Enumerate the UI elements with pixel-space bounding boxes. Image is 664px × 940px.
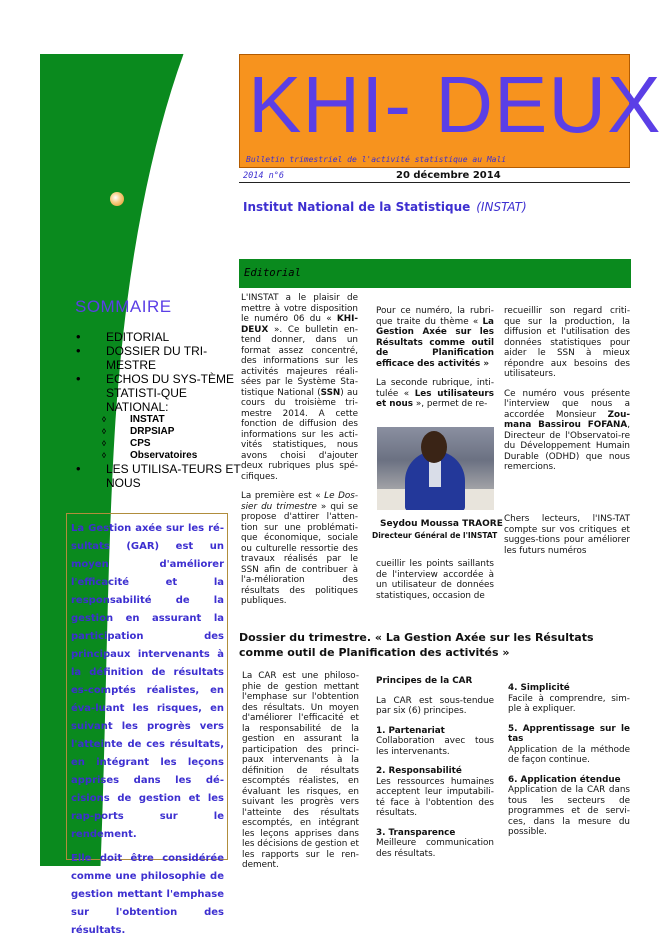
masthead-title: KHI- DEUX bbox=[248, 60, 662, 149]
editorial-paragraph: recueillir son regard criti-que sur la production, la diffusion et l'utilisation des données statistiques pour aider le SSN à mieux répondre aux besoins des utilisateurs. bbox=[504, 306, 630, 379]
masthead-subtitle: Bulletin trimestriel de l'activité statistique au Mali bbox=[246, 155, 507, 164]
issue-number: 2014 n°6 bbox=[243, 171, 284, 181]
editorial-column-2-continued bbox=[376, 559, 494, 610]
director-photo bbox=[377, 427, 494, 510]
principle-item: 6. Application étendue Application de la CAR dans tous les secteurs de programmes et de servi-ces, dans la mesure du possible. bbox=[508, 774, 630, 837]
gar-paragraph: La Gestion axée sur les ré-sultats (GAR) est un moyen d'améliorer l'efficacité et la responsabilité de la gestion en assurant la participation des principaux intervenants à la définition de résultats es-comptés réalistes, en éva-luant les risques, en suivant les progrès vers l'atteinte de ces résultats, en intégrant les leçons apprises dans les dé-cisions de gestion et les rap-ports sur le rendement. bbox=[71, 523, 224, 840]
sommaire-subitem[interactable]: ◊ Observatoires bbox=[72, 450, 242, 462]
editorial-paragraph: cueillir les points saillants de l'interview accordée à un utilisateur de données statistiques, occasion de bbox=[376, 559, 494, 601]
sommaire-item[interactable]: • DOSSIER DU TRI-MESTRE bbox=[72, 344, 242, 372]
principle-item: 1. Partenariat Collaboration avec tous les intervenants. bbox=[376, 725, 494, 757]
sommaire-subitem[interactable]: ◊ DRPSIAP bbox=[72, 426, 242, 438]
editorial-paragraph: L'INSTAT a le plaisir de mettre à votre disposition le numéro 06 du « KHI-DEUX ». Ce bulletin en-tend donner, dans un format assez concentré, des informations sur les activités majeures réali-sées par le Système Sta-tistique National (SSN) au cours du troisième tri-mestre 2014. A cette fonction de diffusion des informations sur les acti-vités statistiques, nous avons choisi d'ajouter deux rubriques plus spé-cifiques. bbox=[241, 293, 359, 482]
institute-full-name: Institut National de la Statistique bbox=[243, 200, 471, 214]
editorial-banner bbox=[239, 259, 631, 288]
editorial-label: Editorial bbox=[244, 267, 301, 279]
institute-abbr: (INSTAT) bbox=[476, 200, 527, 214]
photo-caption-title: Directeur Général de l'INSTAT bbox=[372, 531, 498, 540]
sommaire-item[interactable]: • LES UTILISA-TEURS ET NOUS bbox=[72, 462, 242, 490]
editorial-paragraph: Pour ce numéro, la rubri-que traite du thème « La Gestion Axée sur les Résultats comme outil de Planification efficace des activités » bbox=[376, 306, 494, 369]
masthead bbox=[239, 54, 662, 168]
editorial-column-1 bbox=[241, 293, 358, 616]
editorial-column-3 bbox=[504, 306, 630, 482]
principle-item: 2. Responsabilité Les ressources humaines acceptent leur imputabili-té face à l'obtention des résultats. bbox=[376, 766, 494, 818]
dossier-column-3 bbox=[508, 683, 630, 847]
institute-name bbox=[243, 200, 527, 214]
principles-title: Principes de la CAR bbox=[376, 676, 473, 686]
gar-definition-box bbox=[66, 513, 228, 936]
light-bulb-icon bbox=[110, 192, 124, 206]
editorial-paragraph: Chers lecteurs, l'INS-TAT compte sur vos critiques et sugges-tions pour améliorer les futurs numéros bbox=[504, 514, 630, 556]
sommaire-title: SOMMAIRE bbox=[75, 297, 172, 316]
dossier-heading: Dossier du trimestre. « La Gestion Axée sur les Résultats comme outil de Planification des activités » bbox=[239, 631, 594, 659]
issue-date: 20 décembre 2014 bbox=[396, 170, 501, 181]
header-divider bbox=[239, 182, 630, 183]
sommaire-subitem[interactable]: ◊ INSTAT bbox=[72, 414, 242, 426]
photo-caption-name: Seydou Moussa TRAORE bbox=[380, 519, 503, 529]
principle-item: 4. Simplicité Facile à comprendre, sim-ple à expliquer. bbox=[508, 683, 630, 714]
dossier-paragraph: La CAR est une philoso-phie de gestion mettant l'emphase sur l'obtention des résultats. Un moyen d'améliorer l'efficacité et la responsabilité de la gestion en assurant la participation des princi-paux intervenants à la définition de résultats escomptés réalistes, en évaluant les risques, en suivant les progrès vers l'atteinte des résultats escomptés, en intégrant les leçons apprises dans les décisions de gestion et les rapports sur le ren-dement. bbox=[242, 671, 359, 870]
dossier-column-1 bbox=[242, 671, 359, 880]
editorial-closing bbox=[504, 514, 630, 565]
sommaire-item[interactable]: • EDITORIAL bbox=[72, 330, 242, 344]
editorial-paragraph: La seconde rubrique, inti-tulée « Les utilisateurs et nous », permet de re- bbox=[376, 378, 494, 409]
principle-item: 3. Transparence Meilleure communication des résultats. bbox=[376, 827, 494, 859]
sommaire-item[interactable]: • ECHOS DU SYS-TÈME STATISTI-QUE NATIONAL: bbox=[72, 372, 242, 414]
principle-item: 5. Apprentissage sur le tas Application de la méthode de façon continue. bbox=[508, 723, 630, 765]
editorial-paragraph: La première est « Le Dos-sier du trimestre » qui se propose d'attirer l'atten-tion sur une problémati-que économique, sociale ou culturelle ressortie des travaux réalisés par le SSN afin de contribuer à l'a-mélioration des résultats des politiques publiques. bbox=[241, 491, 358, 606]
editorial-column-2 bbox=[376, 306, 494, 419]
sommaire-subitem[interactable]: ◊ CPS bbox=[72, 438, 242, 450]
sommaire-list bbox=[72, 330, 242, 490]
editorial-paragraph: Ce numéro vous présente l'interview que nous a accordée Monsieur Zou-mana Bassirou FOFANA, Directeur de l'Observatoi-re du Développement Humain Durable (ODHD) que nous remercions. bbox=[504, 388, 630, 472]
dossier-column-2 bbox=[376, 676, 494, 868]
principles-intro: La CAR est sous-tendue par six (6) principes. bbox=[376, 695, 494, 716]
gar-paragraph: Elle doit être considérée comme une philosophie de gestion mettant l'emphase sur l'obtention des résultats. bbox=[71, 853, 224, 936]
